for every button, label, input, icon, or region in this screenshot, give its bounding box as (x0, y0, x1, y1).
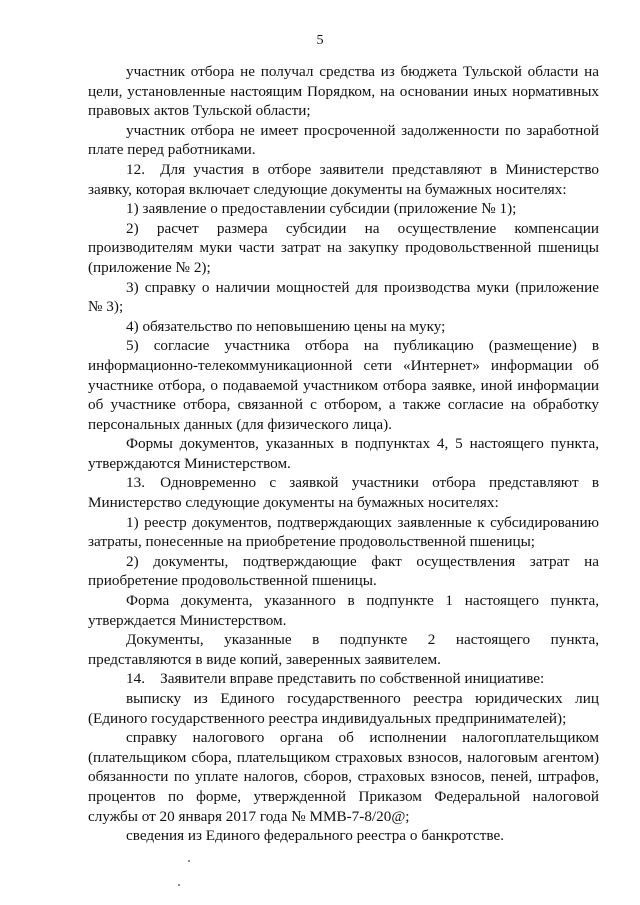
clause-12: 12. Для участия в отборе заявители представляют в Министерство заявку, которая включает следующие документы на бумажных носителях: (88, 160, 599, 198)
scan-speck (178, 884, 180, 886)
paragraph: Формы документов, указанных в подпунктах 4, 5 настоящего пункта, утверждаются Министерством. (88, 435, 599, 472)
paragraph: Форма документа, указанного в подпункте 1 настоящего пункта, утверждается Министерством. (88, 592, 599, 629)
clause-14: 14. Заявители вправе представить по собственной инициативе: (126, 670, 545, 688)
clause-13: 13. Одновременно с заявкой участники отбора представляют в Министерство следующие документы на бумажных носителях: (88, 474, 599, 512)
document-body (88, 62, 599, 846)
list-item: выписку из Единого государственного реестра юридических лиц (Единого государственного реестра индивидуальных предпринимателей); (88, 690, 599, 727)
list-item: 2) документы, подтверждающие факт осуществления затрат на приобретение продовольственной пшеницы. (88, 552, 599, 590)
list-item: справку налогового органа об исполнении налогоплательщиком (плательщиком сбора, плательщиком страховых взносов, налоговым агентом) обязанности по уплате налогов, сборов, страховых взносов, пеней, штрафов, процентов по форме, утвержденной Приказом Федеральной налоговой службы от 20 января 2017 года № ММВ-7-8/20@; (88, 729, 599, 825)
list-item: 2) расчет размера субсидии на осуществление компенсации производителям муки части затрат на закупку продовольственной пшеницы (приложение № 2); (88, 219, 599, 276)
list-item: 4) обязательство по неповышению цены на муку; (126, 317, 446, 335)
list-item: сведения из Единого федерального реестра о банкротстве. (126, 827, 504, 845)
paragraph: участник отбора не получал средства из бюджета Тульской области на цели, установленные настоящим Порядком, на основании иных нормативных правовых актов Тульской области; (88, 63, 599, 120)
paragraph: участник отбора не имеет просроченной задолженности по заработной плате перед работниками. (88, 121, 599, 159)
list-item: 3) справку о наличии мощностей для производства муки (приложение № 3); (88, 278, 599, 316)
scan-speck (188, 860, 190, 862)
list-item: 5) согласие участника отбора на публикацию (размещение) в информационно-телекоммуникационной сети «Интернет» информации об участнике отбора, о подаваемой участником отбора заявке, иной информации об участнике отбора, связанной с отбором, а также согласие на обработку персональных данных (для физического лица). (88, 337, 599, 433)
list-item: 1) заявление о предоставлении субсидии (приложение № 1); (126, 200, 517, 218)
page-number: 5 (316, 33, 324, 48)
paragraph: Документы, указанные в подпункте 2 настоящего пункта, представляются в виде копий, заверенных заявителем. (88, 631, 599, 668)
list-item: 1) реестр документов, подтверждающих заявленные к субсидированию затраты, понесенные на приобретение продовольственной пшеницы; (88, 513, 599, 551)
